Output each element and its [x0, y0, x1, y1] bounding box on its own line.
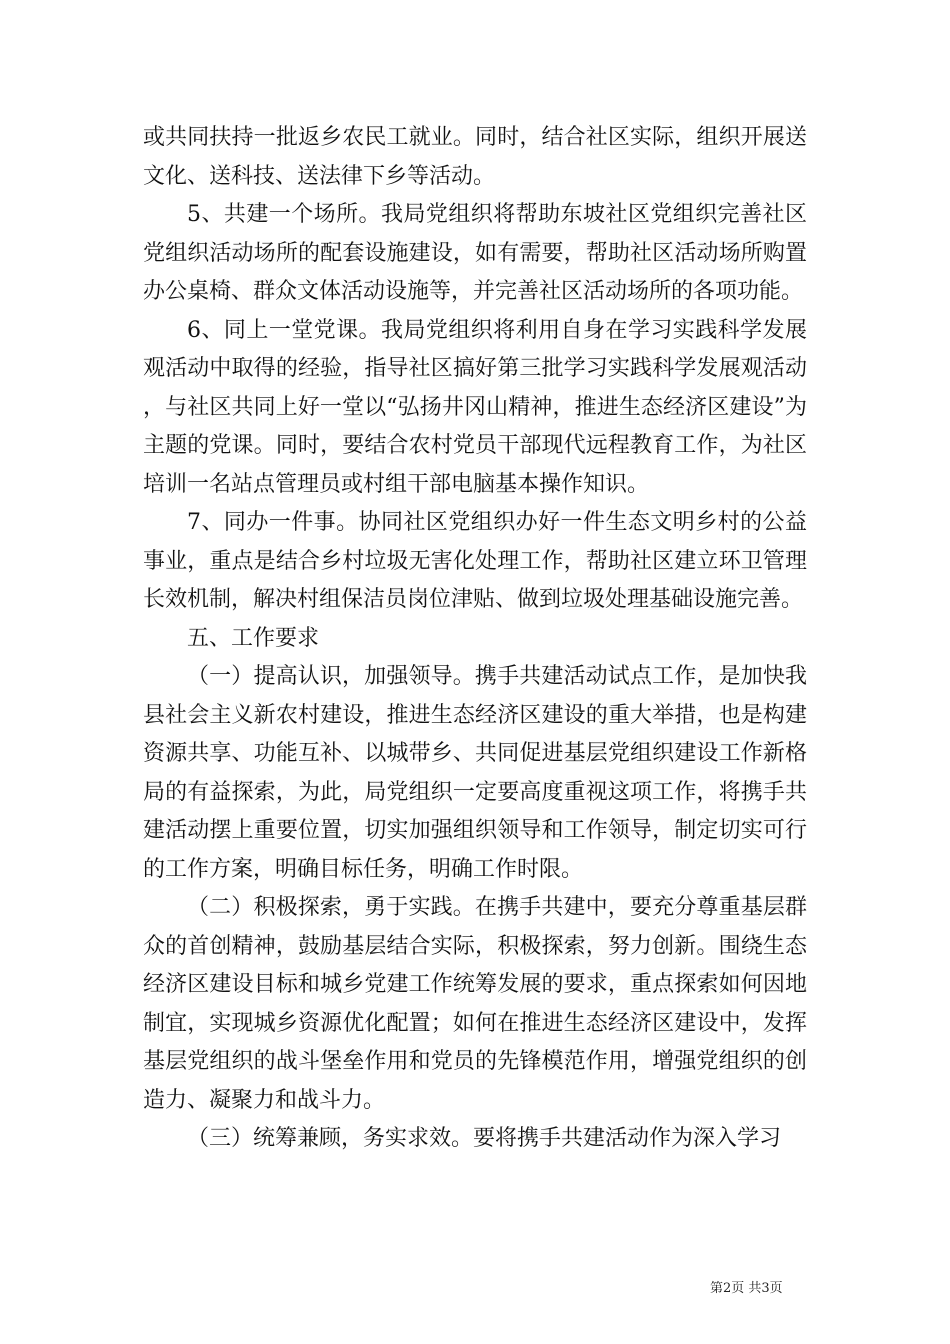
paragraph-item-5: 5、共建一个场所。我局党组织将帮助东坡社区党组织完善社区党组织活动场所的配套设施建设，如有需要，帮助社区活动场所购置办公桌椅、群众文体活动设施等，并完善社区活动场所的各项功能。 [143, 202, 807, 304]
paragraph-requirement-2: （二）积极探索，勇于实践。在携手共建中，要充分尊重基层群众的首创精神，鼓励基层结合实际，积极探索，努力创新。围绕生态经济区建设目标和城乡党建工作统筹发展的要求，重点探索如何因地制宜，实现城乡资源优化配置；如何在推进生态经济区建设中，发挥基层党组织的战斗堡垒作用和党员的先锋模范作用，增强党组织的创造力、凝聚力和战斗力。 [143, 895, 807, 1113]
document-body [143, 119, 807, 1159]
paragraph-requirement-1: （一）提高认识，加强领导。携手共建活动试点工作，是加快我县社会主义新农村建设，推进生态经济区建设的重大举措，也是构建资源共享、功能互补、以城带乡、共同促进基层党组织建设工作新格局的有益探索，为此，局党组织一定要高度重视这项工作，将携手共建活动摆上重要位置，切实加强组织领导和工作领导，制定切实可行的工作方案，明确目标任务，明确工作时限。 [143, 664, 807, 882]
paragraph-item-6: 6、同上一堂党课。我局党组织将利用自身在学习实践科学发展观活动中取得的经验，指导社区搞好第三批学习实践科学发展观活动，与社区共同上好一堂以“弘扬井冈山精神，推进生态经济区建设”为主题的党课。同时，要结合农村党员干部现代远程教育工作，为社区培训一名站点管理员或村组干部电脑基本操作知识。 [143, 317, 807, 497]
paragraph-item-7: 7、同办一件事。协同社区党组织办好一件生态文明乡村的公益事业，重点是结合乡村垃圾无害化处理工作，帮助社区建立环卫管理长效机制，解决村组保洁员岗位津贴、做到垃圾处理基础设施完善。 [143, 510, 807, 612]
paragraph-continuation: 或共同扶持一批返乡农民工就业。同时，结合社区实际，组织开展送文化、送科技、送法律下乡等活动。 [143, 125, 807, 189]
section-heading-work-requirements: 五、工作要求 [187, 625, 320, 651]
page-number-footer: 第2页 共3页 [710, 1281, 783, 1296]
paragraph-requirement-3: （三）统筹兼顾，务实求效。要将携手共建活动作为深入学习 [187, 1126, 782, 1151]
